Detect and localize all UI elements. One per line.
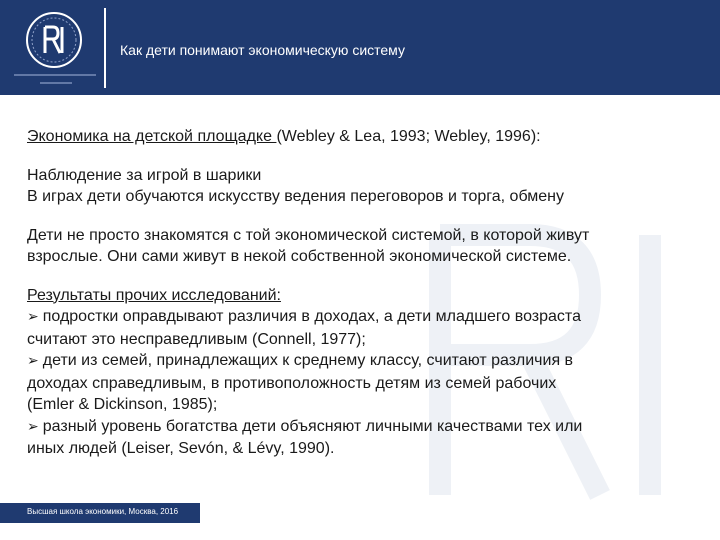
bullet-item	[27, 350, 667, 373]
section-playground	[27, 126, 667, 148]
logo-caption-line	[40, 82, 72, 84]
bullet-text: подростки оправдывают различия в доходах, а дети младшего возраста	[42, 308, 581, 325]
text-line: доходах справедливым, в противоположность детям из семей рабочих	[27, 374, 557, 392]
bullet-text: дети из семей, принадлежащих к среднему классу, считают различия в	[42, 352, 574, 369]
text-line: Дети не просто знакомятся с той экономической системой, в которой живут	[27, 226, 590, 244]
section-heading	[27, 126, 667, 148]
arrow-bullet-icon: ➢	[27, 353, 39, 369]
section-heading-underlined: Экономика на детской площадке	[27, 128, 277, 145]
bullet-item	[27, 306, 667, 329]
section-heading-citation: (Webley & Lea, 1993; Webley, 1996):	[276, 128, 541, 145]
footer-bar	[0, 503, 200, 523]
section-heading: Результаты прочих исследований:	[27, 286, 281, 304]
text-line: В играх дети обучаются искусству ведения переговоров и торга, обмену	[27, 188, 564, 205]
arrow-bullet-icon: ➢	[27, 309, 39, 325]
text-line: иных людей (Leiser, Sevón, & Lévy, 1990).	[27, 440, 335, 457]
logo	[0, 0, 108, 95]
bullet-text: разный уровень богатства дети объясняют личными качествами тех или	[42, 417, 583, 435]
section-economic-system	[27, 225, 667, 268]
section-marbles	[27, 165, 667, 208]
header-divider	[104, 8, 106, 88]
footer-text: Высшая школа экономики, Москва, 2016	[27, 507, 179, 516]
text-line: (Emler & Dickinson, 1985);	[27, 396, 218, 413]
text-line: считают это несправедливым (Connell, 1977);	[27, 330, 366, 348]
bullet-item	[27, 416, 667, 439]
logo-caption-line	[14, 74, 96, 76]
arrow-bullet-icon: ➢	[27, 418, 39, 435]
page-title: Как дети понимают экономическую систему	[120, 42, 405, 58]
hse-logo-icon	[20, 10, 88, 70]
header-bar	[0, 0, 720, 95]
text-line: Наблюдение за игрой в шарики	[27, 166, 262, 184]
section-other-research	[27, 285, 667, 460]
slide-content	[27, 126, 667, 477]
text-line: взрослые. Они сами живут в некой собственной экономической системе.	[27, 248, 572, 265]
